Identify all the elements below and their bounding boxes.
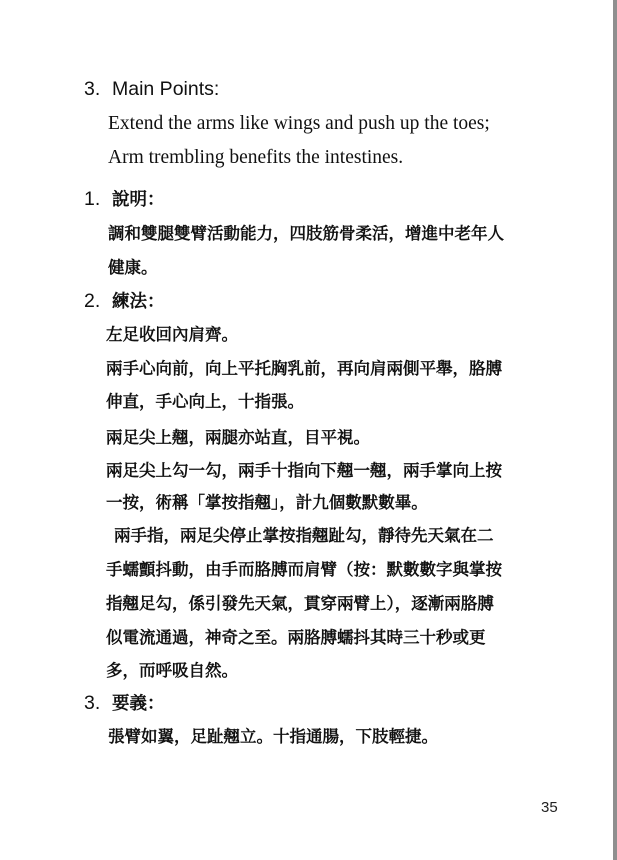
explanation-number: 1. [84, 188, 101, 210]
practice-line-11: 多，而呼吸自然。 [106, 661, 238, 680]
practice-title: 練法： [112, 292, 165, 312]
main-points-number: 3. [84, 78, 101, 100]
page-edge [613, 0, 617, 860]
key-points-number: 3. [84, 692, 101, 714]
practice-line-2: 兩手心向前，向上平托胸乳前，再向肩兩側平舉，胳膊 [106, 359, 502, 378]
explanation-line-2: 健康。 [108, 258, 158, 277]
practice-line-4: 兩足尖上翹，兩腿亦站直，目平視。 [106, 428, 370, 447]
practice-line-10: 似電流通過，神奇之至。兩胳膊蠕抖其時三十秒或更 [106, 628, 486, 647]
practice-line-9: 指翹足勾，係引發先天氣，貫穿兩臂上），逐漸兩胳膊 [106, 594, 494, 613]
practice-line-8: 手蠕顫抖動，由手而胳膊而肩臂（按：默數數字與掌按 [106, 560, 502, 579]
key-points-line-1: 張臂如翼，足趾翹立。十指通腸，下肢輕捷。 [108, 727, 438, 746]
practice-heading [84, 288, 165, 313]
key-points-heading [84, 690, 165, 715]
practice-line-6: 一按，術稱「掌按指翹」，計九個數默數畢。 [106, 493, 428, 512]
practice-line-3: 伸直，手心向上，十指張。 [106, 392, 304, 411]
explanation-title: 說明： [112, 190, 165, 210]
explanation-line-1: 調和雙腿雙臂活動能力，四肢筋骨柔活，增進中老年人 [108, 224, 504, 243]
main-points-line-2: Arm trembling benefits the intestines. [108, 147, 404, 168]
practice-line-1: 左足收回內肩齊。 [106, 325, 238, 344]
main-points-line-1: Extend the arms like wings and push up the toes; [108, 113, 490, 134]
explanation-heading [84, 186, 165, 211]
key-points-title: 要義： [112, 694, 165, 714]
practice-line-5: 兩足尖上勾一勾，兩手十指向下翹一翹，兩手掌向上按 [106, 461, 502, 480]
page-number: 35 [541, 799, 558, 816]
practice-number: 2. [84, 290, 101, 312]
main-points-heading [84, 78, 219, 101]
practice-line-7: 兩手指，兩足尖停止掌按指翹趾勾，靜待先天氣在二 [114, 526, 494, 545]
main-points-title: Main Points: [112, 78, 220, 100]
